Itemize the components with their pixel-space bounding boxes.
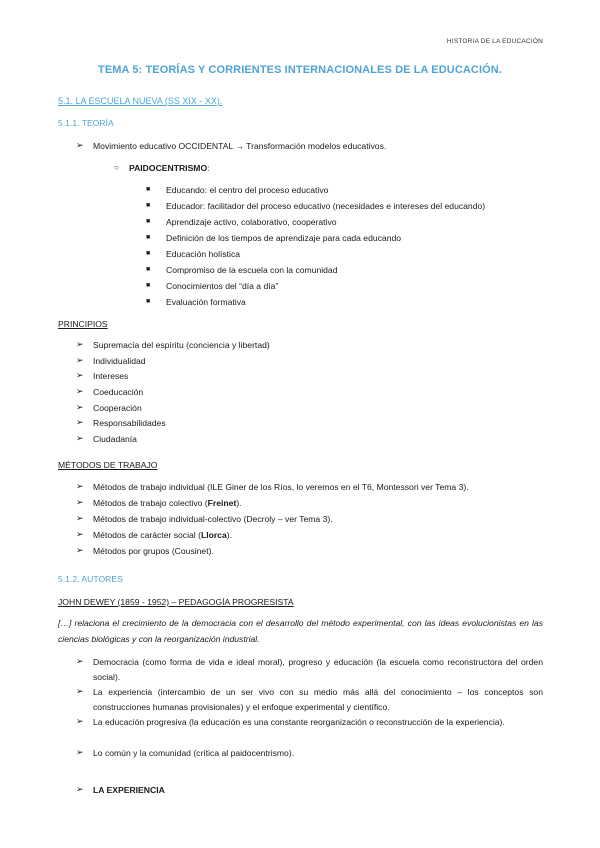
arrow-bullet-icon: ➢ — [76, 513, 84, 523]
circle-bullet-icon: ○ — [114, 163, 119, 172]
metodo-item — [93, 530, 232, 541]
square-bullet-icon: ■ — [146, 282, 151, 289]
metodo-text: ). — [226, 530, 232, 540]
metodo-item: Métodos por grupos (Cousinet). — [93, 546, 214, 556]
dewey-point: La educación progresiva (la educación es una constante reorganización o reconstrucción de la experiencia). — [93, 717, 505, 727]
paidocentrismo-colon: : — [207, 163, 210, 173]
square-bullet-icon: ■ — [146, 250, 151, 257]
dewey-point: Democracia (como forma de vida e ideal moral), progreso y educación (la escuela como reconstructora del orden social). — [93, 657, 543, 682]
metodo-text: ). — [236, 498, 242, 508]
metodo-author: Llorca — [200, 530, 227, 540]
metodo-item: Métodos de trabajo individual (ILE Giner de los Ríos, lo veremos en el T6, Montessori ver Tema 3). — [93, 482, 469, 492]
arrow-bullet-icon: ➢ — [76, 370, 84, 380]
metodo-item — [93, 498, 242, 509]
paidocentrismo-heading — [129, 163, 210, 174]
metodo-author: Freinet — [207, 498, 237, 508]
document-title: TEMA 5: TEORÍAS Y CORRIENTES INTERNACIONALES DE LA EDUCACIÓN. — [98, 64, 502, 76]
section-5-1-heading: 5.1. LA ESCUELA NUEVA (SS XIX - XX). — [58, 96, 223, 106]
principio-item: Individualidad — [93, 356, 146, 366]
section-5-1-1-heading: 5.1.1. TEORÍA — [58, 118, 114, 128]
paidocentrismo-label: PAIDOCENTRISMO — [129, 163, 208, 173]
arrow-bullet-icon: ➢ — [76, 656, 84, 666]
metodo-item: Métodos de trabajo individual-colectivo (Decroly – ver Tema 3). — [93, 514, 333, 524]
arrow-bullet-icon: ➢ — [76, 545, 84, 555]
arrow-bullet-icon: ➢ — [76, 784, 84, 794]
principio-item: Intereses — [93, 371, 129, 381]
dewey-heading: JOHN DEWEY (1859 - 1952) – PEDAGOGÍA PROGRESISTA — [58, 597, 294, 607]
paidocentrismo-item: Definición de los tiempos de aprendizaje para cada educando — [166, 233, 402, 243]
paidocentrismo-item: Evaluación formativa — [166, 297, 246, 307]
metodos-heading: MÉTODOS DE TRABAJO — [58, 460, 158, 470]
paidocentrismo-item: Educando: el centro del proceso educativo — [166, 185, 329, 195]
arrow-bullet-icon: ➢ — [76, 433, 84, 443]
square-bullet-icon: ■ — [146, 266, 151, 273]
dewey-point: Lo común y la comunidad (crítica al paidocentrismo). — [93, 748, 295, 758]
arrow-bullet-icon: ➢ — [76, 386, 84, 396]
movimiento-text: Movimiento educativo OCCIDENTAL → Transformación modelos educativos. — [93, 141, 387, 151]
arrow-bullet-icon: ➢ — [76, 497, 84, 507]
section-5-1-2-heading: 5.1.2. AUTORES — [58, 574, 123, 584]
paidocentrismo-item: Educador: facilitador del proceso educativo (necesidades e intereses del educando) — [166, 201, 486, 211]
arrow-bullet-icon: ➢ — [76, 402, 84, 412]
dewey-point: La experiencia (intercambio de un ser vivo con su medio más allá del conocimiento – los conceptos son construcciones humanas provisionales) y el enfoque experimental y científico. — [93, 687, 543, 712]
arrow-bullet-icon: ➢ — [76, 686, 84, 696]
arrow-bullet-icon: ➢ — [76, 417, 84, 427]
principio-item: Ciudadanía — [93, 434, 137, 444]
arrow-bullet-icon: ➢ — [76, 481, 84, 491]
paidocentrismo-item: Conocimientos del “día a día” — [166, 281, 279, 291]
dewey-quote: […] relaciona el crecimiento de la democracia con el desarrollo del método experimental, con las ideas evolucionistas en las ciencias biológicas y con la reorganización industrial. — [58, 618, 543, 644]
paidocentrismo-item: Aprendizaje activo, colaborativo, cooperativo — [166, 217, 337, 227]
principios-heading: PRINCIPIOS — [58, 319, 108, 329]
principio-item: Supremacía del espíritu (conciencia y libertad) — [93, 340, 270, 350]
paidocentrismo-item: Educación holística — [166, 249, 241, 259]
metodo-text: Métodos de carácter social ( — [93, 530, 201, 540]
arrow-bullet-icon: ➢ — [76, 339, 84, 349]
experiencia-heading: LA EXPERIENCIA — [93, 785, 165, 795]
square-bullet-icon: ■ — [146, 186, 151, 193]
square-bullet-icon: ■ — [146, 298, 151, 305]
square-bullet-icon: ■ — [146, 202, 151, 209]
arrow-bullet-icon: ➢ — [76, 355, 84, 365]
arrow-bullet-icon: ➢ — [76, 716, 84, 726]
square-bullet-icon: ■ — [146, 234, 151, 241]
arrow-bullet-icon: ➢ — [76, 140, 84, 150]
principio-item: Coeducación — [93, 387, 144, 397]
arrow-bullet-icon: ➢ — [76, 747, 84, 757]
square-bullet-icon: ■ — [146, 218, 151, 225]
running-header: HISTORIA DE LA EDUCACIÓN — [446, 38, 543, 45]
principio-item: Responsabilidades — [93, 418, 166, 428]
principio-item: Cooperación — [93, 403, 142, 413]
arrow-bullet-icon: ➢ — [76, 529, 84, 539]
paidocentrismo-item: Compromiso de la escuela con la comunidad — [166, 265, 338, 275]
metodo-text: Métodos de trabajo colectivo ( — [93, 498, 208, 508]
